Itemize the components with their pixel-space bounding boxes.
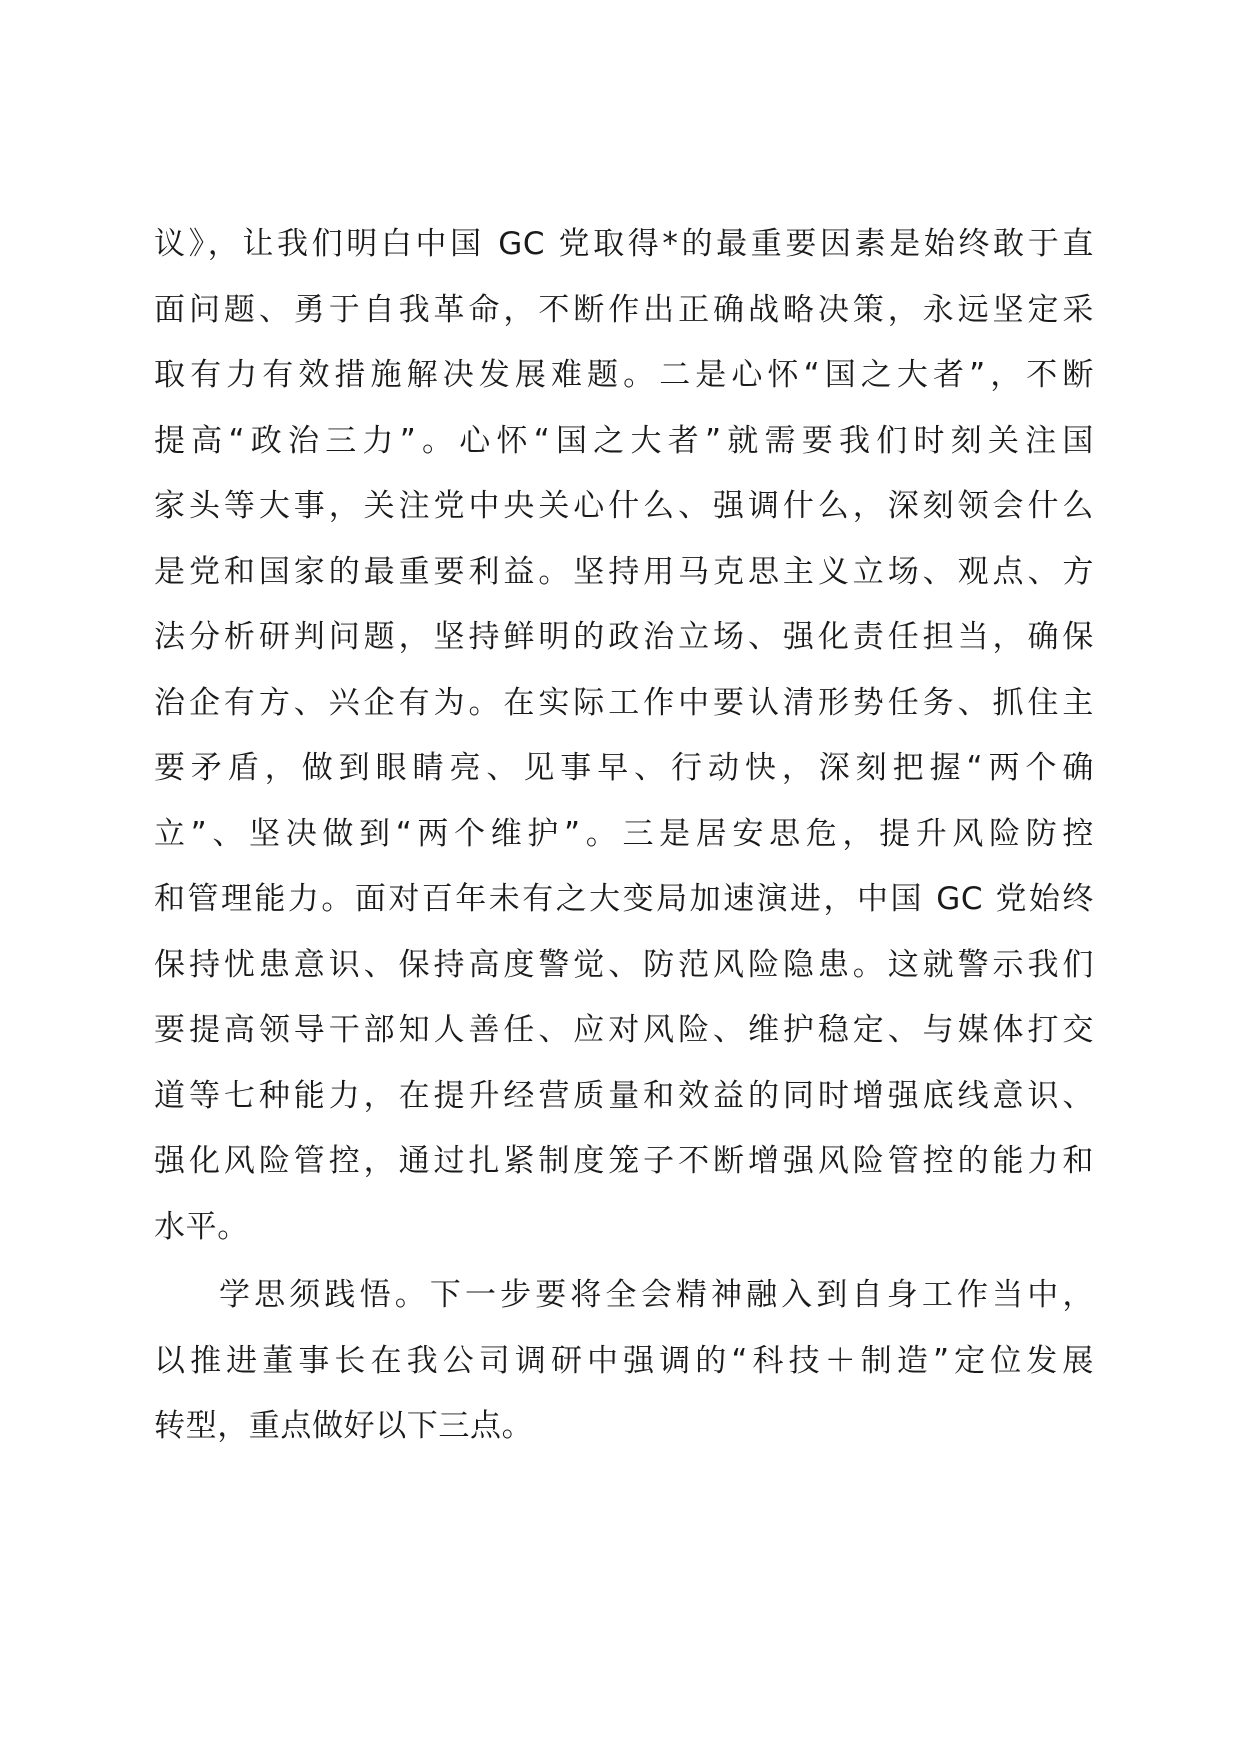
text-line: 提高“政治三力”。心怀“国之大者”就需要我们时刻关注国 bbox=[154, 422, 1095, 459]
text-line: 道等七种能力，在提升经营质量和效益的同时增强底线意识、 bbox=[154, 1077, 1094, 1114]
text-line: 家头等大事，关注党中央关心什么、强调什么，深刻领会什么 bbox=[154, 488, 1094, 524]
text-line: 立”、坚决做到“两个维护”。三是居安思危，提升风险防控 bbox=[154, 815, 1094, 852]
text-line: 保持忧患意识、保持高度警觉、防范风险隐患。这就警示我们 bbox=[154, 946, 1094, 983]
text-line: 是党和国家的最重要利益。坚持用马克思主义立场、观点、方 bbox=[154, 553, 1094, 590]
text-line-last: 转型，重点做好以下三点。 bbox=[154, 1408, 534, 1444]
paragraph-body-continued bbox=[154, 212, 1094, 1260]
text-line-last: 水平。 bbox=[154, 1208, 249, 1245]
text-line: 治企有方、兴企有为。在实际工作中要认清形势任务、抓住主 bbox=[154, 684, 1094, 721]
text-line: 面问题、勇于自我革命，不断作出正确战略决策，永远坚定采 bbox=[154, 291, 1094, 328]
text-line: 要提高领导干部知人善任、应对风险、维护稳定、与媒体打交 bbox=[154, 1012, 1094, 1048]
paragraph-next-steps bbox=[154, 1263, 1094, 1460]
text-line: 法分析研判问题，坚持鲜明的政治立场、强化责任担当，确保 bbox=[154, 619, 1094, 655]
text-line: 要矛盾，做到眼睛亮、见事早、行动快，深刻把握“两个确 bbox=[154, 750, 1094, 786]
text-line: 取有力有效措施解决发展难题。二是心怀“国之大者”，不断 bbox=[154, 357, 1094, 393]
text-line: 以推进董事长在我公司调研中强调的“科技＋制造”定位发展 bbox=[154, 1342, 1094, 1379]
text-line-first-indented: 学思须践悟。下一步要将全会精神融入到自身工作当中， bbox=[219, 1277, 1094, 1313]
text-line: 议》，让我们明白中国 GC 党取得*的最重要因素是始终敢于直 bbox=[154, 226, 1094, 262]
text-line: 和管理能力。面对百年未有之大变局加速演进，中国 GC 党始终 bbox=[154, 881, 1094, 917]
text-line: 强化风险管控，通过扎紧制度笼子不断增强风险管控的能力和 bbox=[154, 1143, 1094, 1179]
